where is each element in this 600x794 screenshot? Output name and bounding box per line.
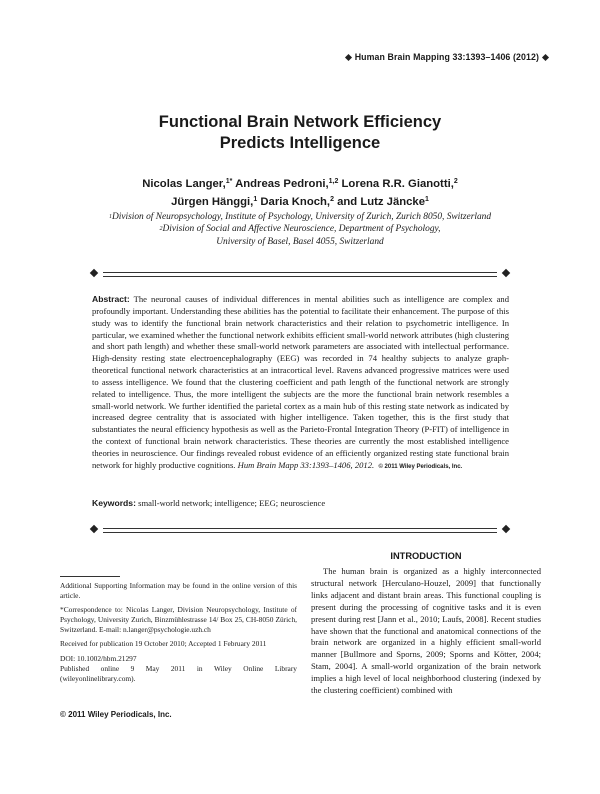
diamond-ornament-icon bbox=[90, 269, 98, 277]
keywords-text: small-world network; intelligence; EEG; neuroscience bbox=[138, 498, 326, 508]
affiliations bbox=[60, 211, 540, 248]
diamond-ornament-icon bbox=[502, 269, 510, 277]
abstract-label: Abstract: bbox=[92, 294, 130, 304]
affiliation-2 bbox=[60, 223, 540, 235]
keywords-label: Keywords: bbox=[92, 498, 136, 508]
introduction-body bbox=[311, 566, 541, 697]
footer-copyright: © 2011 Wiley Periodicals, Inc. bbox=[60, 710, 172, 719]
affiliation-text: Division of Social and Affective Neuroscience, Department of Psychology, bbox=[162, 224, 441, 235]
footnote-supporting-info: Additional Supporting Information may be found in the online version of this article. bbox=[60, 581, 297, 601]
double-rule bbox=[103, 272, 497, 277]
diamond-ornament-icon bbox=[345, 54, 352, 61]
affiliation-mark: 1 bbox=[108, 214, 112, 220]
author-name: and Lutz Jäncke bbox=[337, 196, 425, 208]
footnotes bbox=[60, 581, 297, 688]
abstract-citation: Hum Brain Mapp 33:1393–1406, 2012. bbox=[237, 459, 375, 470]
footnote-correspondence: *Correspondence to: Nicolas Langer, Division Neuropsychology, Institute of Psychology, University Zurich, Binzmühlestrasse 14/ Box 25, CH-8050 Zürich, Switzerland. E-mail: n.langer@psychologie.uzh.ch bbox=[60, 605, 297, 635]
keywords bbox=[92, 498, 509, 508]
title-line-1: Functional Brain Network Efficiency bbox=[158, 113, 442, 131]
author-affiliation-mark: 1 bbox=[425, 196, 429, 203]
author-line-1 bbox=[60, 175, 540, 193]
diamond-ornament-icon bbox=[502, 525, 510, 533]
abstract bbox=[92, 294, 509, 474]
section-heading: INTRODUCTION bbox=[390, 551, 462, 561]
section-divider-bottom bbox=[91, 523, 509, 535]
author-name: Daria Knoch, bbox=[260, 196, 331, 208]
author-name: Lorena R.R. Gianotti, bbox=[341, 178, 454, 190]
double-rule bbox=[103, 528, 497, 533]
affiliation-text: Division of Neuropsychology, Institute of Psychology, University of Zurich, Zurich 8050, Switzerland bbox=[111, 212, 492, 222]
author-line-2 bbox=[60, 193, 540, 211]
diamond-ornament-icon bbox=[542, 54, 549, 61]
footnote-rule bbox=[60, 576, 120, 577]
journal-citation: Human Brain Mapping 33:1393–1406 (2012) bbox=[354, 52, 539, 62]
author-name: Andreas Pedroni, bbox=[235, 178, 329, 190]
author-affiliation-mark: 1* bbox=[225, 178, 233, 185]
title-line-2: Predicts Intelligence bbox=[219, 134, 381, 152]
diamond-ornament-icon bbox=[90, 525, 98, 533]
author-name: Nicolas Langer, bbox=[142, 178, 226, 190]
footnote-doi: DOI: 10.1002/hbm.21297 Published online 9 May 2011 in Wiley Online Library (wileyonlinelibrary.com). bbox=[60, 653, 297, 683]
paper-title bbox=[60, 112, 540, 154]
author-name: Jürgen Hänggi, bbox=[171, 196, 254, 208]
abstract-copyright: © 2011 Wiley Periodicals, Inc. bbox=[378, 463, 463, 470]
abstract-text: The neuronal causes of individual differences in mental abilities such as intelligence are complex and profoundly important. Understanding these abilities has the potential to facilitate their enhancement. The purpose of this study was to identify the functional brain network characteristics and their relation to psychometric intelligence. In particular, we examined whether the functional network exhibits efficient small-world network attributes (high clustering and short path length) and whether these small-world network parameters are associated with intellectual performance. High-density resting state electroencephalography (EEG) was recorded in 74 healthy subjects to analyze graph-theoretical functional network characteristics at an intracortical level. Ravens advanced progressive matrices were used to assess intelligence. We found that the clustering coefficient and path length of the functional network are strongly related to intelligence. Thus, the more intelligent the subjects are the more the functional brain network resembles a small-world network. We further identified the parietal cortex as a main hub of this resting state network as indicated by increased degree centrality that is associated with higher intelligence. Taken together, this is the first study that substantiates the neural efficiency hypothesis as well as the Parieto-Frontal Integration Theory (P-FIT) of intelligence in the context of functional brain network characteristics. These theories are currently the most established intelligence theories in neuroscience. Our findings revealed robust evidence of an efficiently organized resting state functional brain network for highly productive cognitions. bbox=[92, 294, 510, 470]
affiliation-mark: 2 bbox=[159, 226, 163, 233]
author-affiliation-mark: 2 bbox=[453, 178, 458, 185]
footnote-received: Received for publication 19 October 2010; Accepted 1 February 2011 bbox=[60, 639, 267, 649]
author-list bbox=[60, 175, 540, 211]
author-affiliation-mark: 1,2 bbox=[328, 178, 339, 185]
affiliation-1 bbox=[60, 211, 540, 223]
author-affiliation-mark: 2 bbox=[330, 196, 334, 203]
section-divider-top bbox=[91, 267, 509, 279]
paragraph: The human brain is organized as a highly interconnected structural network [Herculano-Houzel, 2009] that functionally links adjacent and distant brain areas. This functional coupling is present during the processing of cognitive tasks and it is even present during rest [Jann et al., 2010; Laufs, 2008]. Recent studies have shown that the functional and anatomical connections of the brain network are organized in a highly efficient small-world manner [Bullmore and Sporns, 2009; Sporns and Kötter, 2004; Stam, 2004]. A small-world organization of the brain network implies a high level of local neighborhood clustering (indexed by the clustering coefficient) combined with bbox=[311, 566, 541, 696]
affiliation-2-line-2: University of Basel, Basel 4055, Switzerland bbox=[216, 236, 384, 247]
author-affiliation-mark: 1 bbox=[253, 196, 258, 203]
journal-header bbox=[342, 52, 552, 62]
